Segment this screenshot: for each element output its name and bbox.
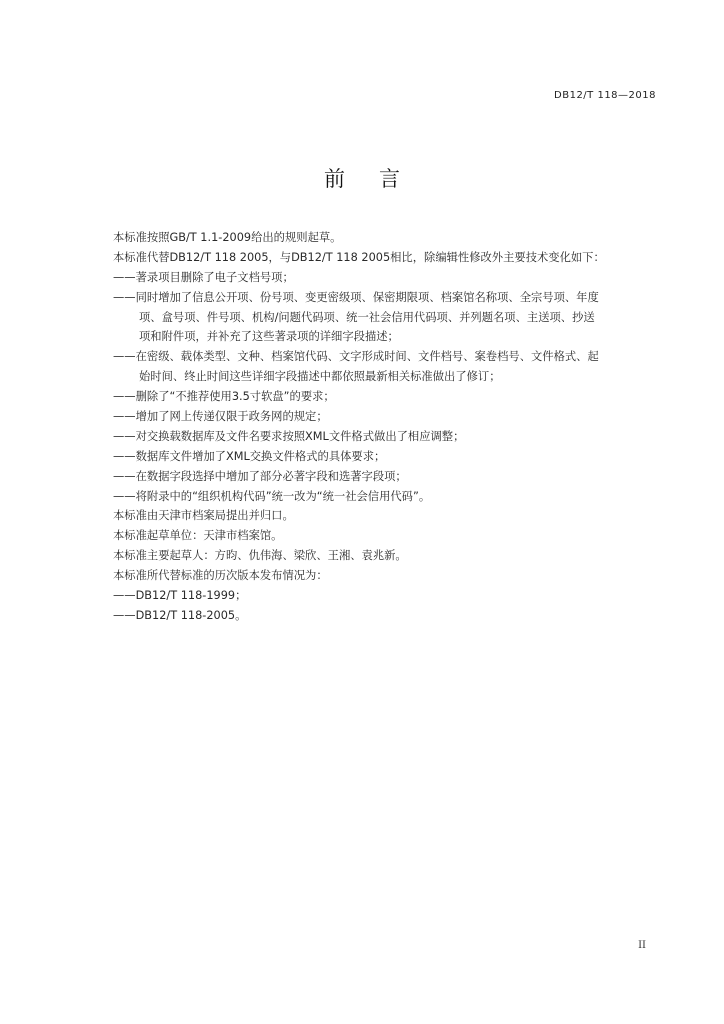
list-item: ——著录项目删除了电子文档号项； [113,270,294,284]
list-item-continuation: 项、盒号项、件号项、机构/问题代码项、统一社会信用代码项、并列题名项、主送项、抄送 [139,310,595,324]
paragraph-line: 本标准由天津市档案局提出并归口。 [113,509,294,523]
standard-code: DB12/T 118—2018 [554,90,656,101]
title-char-1: 前 [324,167,345,191]
page-number: II [638,940,646,951]
list-item: ——在数据字段选择中增加了部分必著字段和选著字段项； [113,469,407,483]
list-item: ——对交换载数据库及文件名要求按照XML文件格式做出了相应调整； [113,429,465,443]
paragraph-line: 本标准代替DB12/T 118 2005，与DB12/T 118 2005相比，除编辑性修改外主要技术变化如下： [113,250,605,264]
list-item: ——将附录中的“组织机构代码”统一改为“统一社会信用代码”。 [113,489,431,503]
foreword-body [113,228,659,626]
list-item-continuation: 项和附件项，并补充了这些著录项的详细字段描述； [139,330,399,344]
paragraph-line: 本标准按照GB/T 1.1-2009给出的规则起草。 [113,231,342,244]
list-item: ——在密级、载体类型、文种、档案馆代码、文字形成时间、文件档号、案卷档号、文件格式、起 [113,350,599,364]
list-item: ——同时增加了信息公开项、份号项、变更密级项、保密期限项、档案馆名称项、全宗号项、年度 [113,290,599,304]
page-title [0,163,724,193]
list-item-continuation: 始时间、终止时间这些详细字段描述中都依照最新相关标准做出了修订； [139,370,501,384]
title-char-2: 言 [379,167,400,191]
list-item: ——删除了“不推荐使用3.5寸软盘”的要求； [113,390,335,404]
list-item: ——增加了网上传递仅限于政务网的规定； [113,410,328,424]
paragraph-line: 本标准所代替标准的历次版本发布情况为： [113,569,328,583]
list-item: ——DB12/T 118-1999； [113,589,247,603]
list-item: ——数据库文件增加了XML交换文件格式的具体要求； [113,449,386,463]
paragraph-line: 本标准主要起草人：方昀、仇伟海、梁欣、王湘、袁兆新。 [113,549,407,563]
paragraph-line: 本标准起草单位：天津市档案馆。 [113,529,283,543]
list-item: ——DB12/T 118-2005。 [113,608,247,622]
